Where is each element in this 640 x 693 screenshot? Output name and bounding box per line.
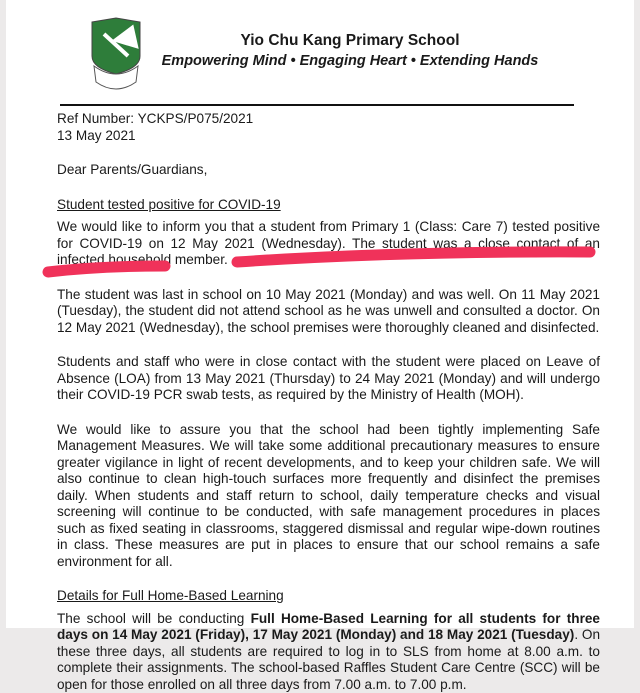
- paragraph-3: Students and staff who were in close contact with the student were placed on Leave of Absence (LOA) from 13 May 2021 (Thursday) to 24 May 2021 (Monday) and will undergo their COVID-19 PCR swab tests, as required by the Ministry of Health (MOH).: [57, 354, 600, 404]
- p5-bold: Full Home-Based Learning for all students for three days on 14 May 2021 (Friday), 17 May 2021 (Monday) and 18 May 2021 (Tuesday): [57, 611, 600, 643]
- section-title-covid: Student tested positive for COVID-19: [57, 197, 600, 214]
- p5-text-a: The school will be conducting: [57, 611, 251, 626]
- school-motto: Empowering Mind • Engaging Heart • Extending Hands: [60, 52, 640, 70]
- ref-number: Ref Number: YCKPS/P075/2021: [57, 111, 600, 128]
- paragraph-5: [57, 611, 600, 693]
- header-divider: [60, 104, 574, 106]
- paragraph-1: We would like to inform you that a student from Primary 1 (Class: Care 7) tested positive for COVID-19 on 12 May 2021 (Wednesday). The student was a close contact of an infected household member.: [57, 219, 600, 269]
- school-name: Yio Chu Kang Primary School: [60, 32, 640, 50]
- letter-body: [57, 111, 600, 693]
- paragraph-4: We would like to assure you that the school had been tightly implementing Safe Management Measures. We will take some additional precautionary measures to ensure greater vigilance in light of recent developments, and to keep your children safe. We will also continue to clean high-touch surfaces more frequently and disinfect the premises daily. When students and staff return to school, daily temperature checks and visual screening will continue to be conducted, with safe management procedures in places such as fixed seating in classrooms, staggered dismissal and regular wipe-down routines in class. These measures are put in places to ensure that our school remains a safe environment for all.: [57, 422, 600, 571]
- salutation: Dear Parents/Guardians,: [57, 162, 600, 179]
- letter-date: 13 May 2021: [57, 128, 600, 145]
- p5-text-c: . On these three days, all students are required to log in to SLS from home at 8.00 a.m. to complete their assignments. The school-based Raffles Student Care Centre (SCC) will be open for those enrolled on all three days from 7.00 a.m. to 7.00 p.m.: [57, 627, 600, 692]
- section-title-hbl: Details for Full Home-Based Learning: [57, 588, 600, 605]
- paragraph-2: The student was last in school on 10 May 2021 (Monday) and was well. On 11 May 2021 (Tuesday), the student did not attend school as he was unwell and consulted a doctor. On 12 May 2021 (Wednesday), the school premises were thoroughly cleaned and disinfected.: [57, 287, 600, 337]
